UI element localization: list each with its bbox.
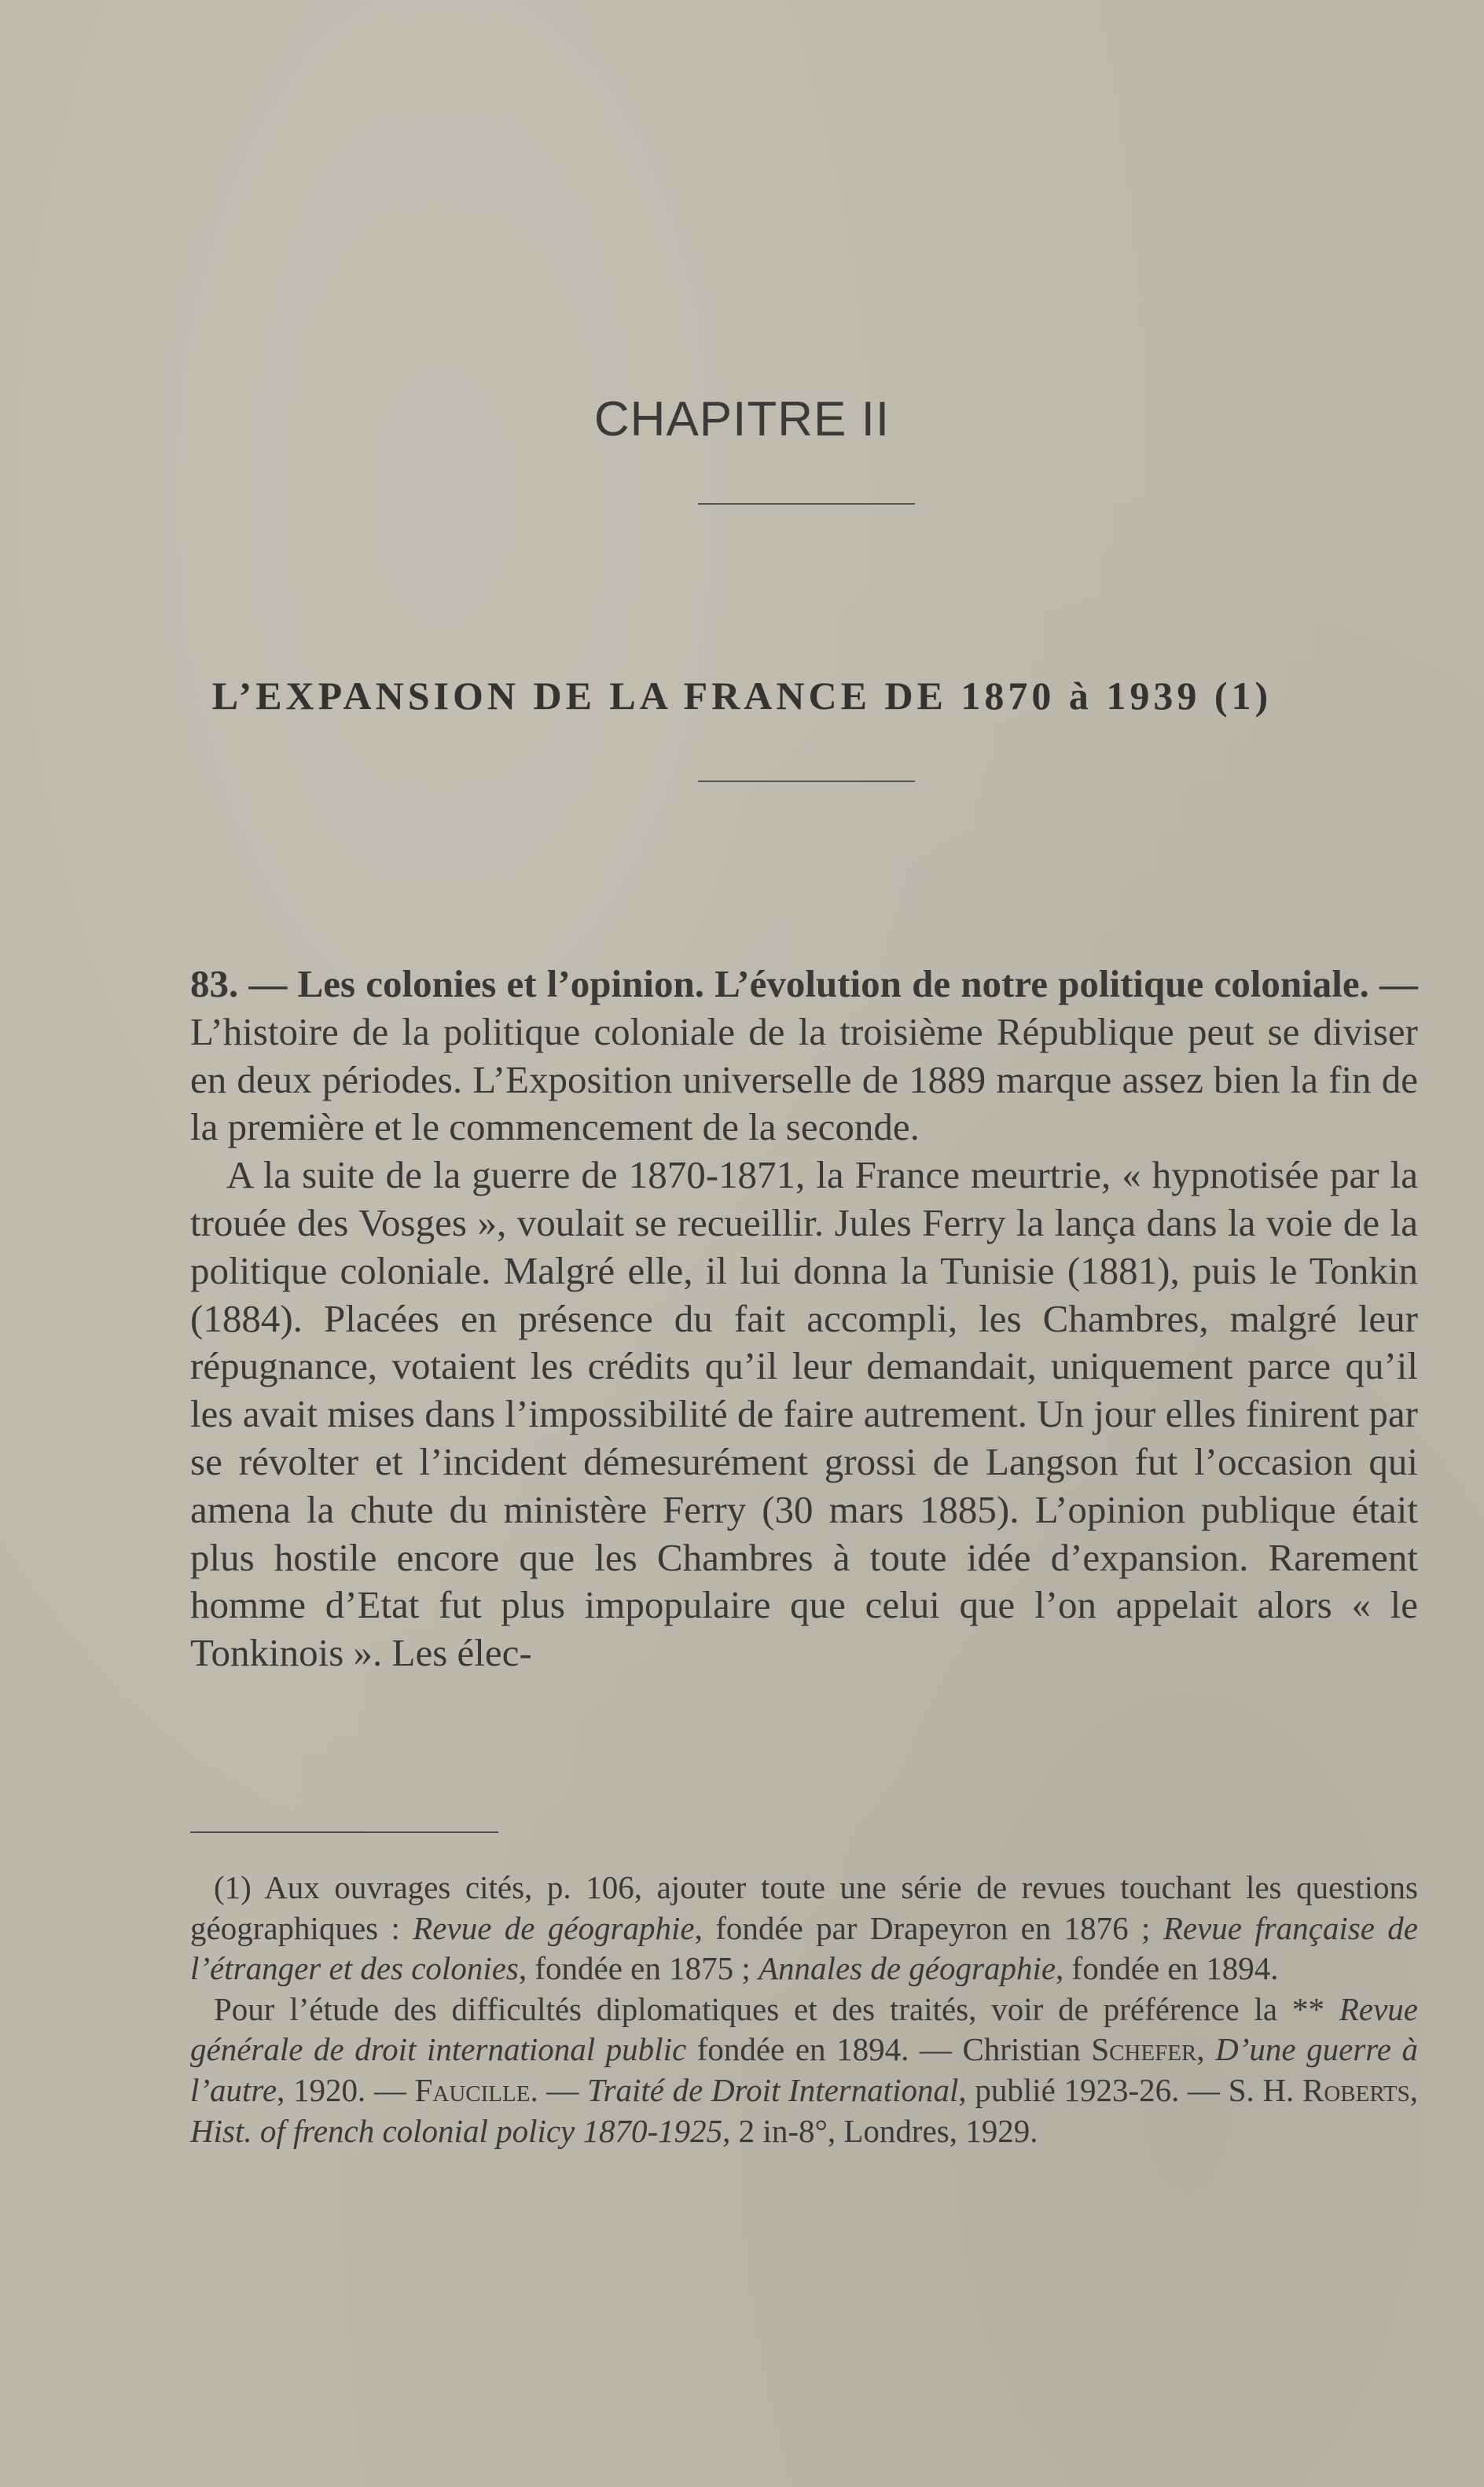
paragraph-1: [190, 961, 1418, 1152]
paragraph-2: A la suite de la guerre de 1870-1871, la France meurtrie, « hypnotisée par la trouée des Vosges », voulait se recueillir. Jules Ferry la lança dans la voie de la politique coloniale. Malgré elle, il lui donna la Tunisie (1881), puis le Tonkin (1884). Placées en présence du fait accompli, les Chambres, malgré leur répugnance, votaient les crédits qu’il leur demandait, uniquement parce qu’il les avait mises dans l’impossibilité de faire autrement. Un jour elles finirent par se révolter et l’incident démesurément grossi de Langson fut l’occasion qui amena la chute du ministère Ferry (30 mars 1885). L’opinion publique était plus hostile encore que les Chambres à toute idée d’expansion. Rarement homme d’Etat fut plus impopulaire que celui que l’on appelait alors « le Tonkinois ». Les élec-: [190, 1153, 1418, 1675]
footnote-text: (1) Aux ouvrages cités, p. 106, ajouter toute une série de revues touchant les questions géographiques :: [190, 1869, 1418, 1946]
heading-divider: [698, 781, 915, 782]
chapter-heading: L’EXPANSION DE LA FRANCE DE 1870 à 1939 (1): [211, 674, 1273, 718]
footnote-text: ,: [1196, 2031, 1216, 2068]
journal-title: Revue de géographie: [413, 1909, 695, 1946]
journal-title: Revue française de l’étranger et des colonies: [190, 1909, 1418, 1987]
section-number: 83. —: [190, 962, 288, 1005]
footnote-text: , publié 1923-26. — S. H.: [958, 2071, 1302, 2108]
footnote-1: [190, 1868, 1418, 1989]
journal-title: Annales de géographie: [759, 1950, 1056, 1987]
book-title: D’une guerre à l’autre: [190, 2031, 1418, 2108]
footnote-text: , fondée par Drapeyron en 1876 ;: [694, 1909, 1163, 1946]
footnote-text: , fondée en 1894.: [1056, 1950, 1279, 1987]
footnote-text: , 2 in-8°, Londres, 1929.: [722, 2112, 1038, 2149]
author-name: Schefer: [1091, 2031, 1197, 2068]
footnote-2: [190, 1989, 1418, 2151]
footnote-text: , fondée en 1875 ;: [518, 1950, 759, 1987]
body-text: [190, 961, 1418, 1677]
footnote-text: fondée en 1894. — Christian: [686, 2031, 1092, 2068]
footnote-text: , 1920. —: [277, 2071, 415, 2108]
footnotes: [190, 1868, 1418, 2151]
footnote-divider: [190, 1831, 498, 1833]
author-name: Roberts: [1302, 2071, 1410, 2108]
journal-title: Revue générale de droit international public: [190, 1990, 1418, 2068]
footnote-text: . —: [530, 2071, 588, 2108]
book-title: Hist. of french colonial policy 1870-1925: [190, 2112, 723, 2149]
footnote-text: ,: [1409, 2071, 1419, 2108]
section-title: Les colonies et l’opinion. L’évolution de notre politique coloniale. —: [297, 962, 1419, 1005]
paragraph-1-text: L’histoire de la politique coloniale de la troisième République peut se diviser en deux périodes. L’Exposition universelle de 1889 marque assez bien la fin de la première et le commencement de la seconde.: [190, 1009, 1418, 1149]
title-divider: [698, 503, 915, 505]
book-title: Traité de Droit International: [587, 2071, 959, 2108]
footnote-text: Pour l’étude des difficultés diplomatiques et des traités, voir de préférence la **: [214, 1990, 1339, 2027]
chapter-title: CHAPITRE II: [593, 392, 891, 446]
author-name: Faucille: [414, 2071, 531, 2108]
